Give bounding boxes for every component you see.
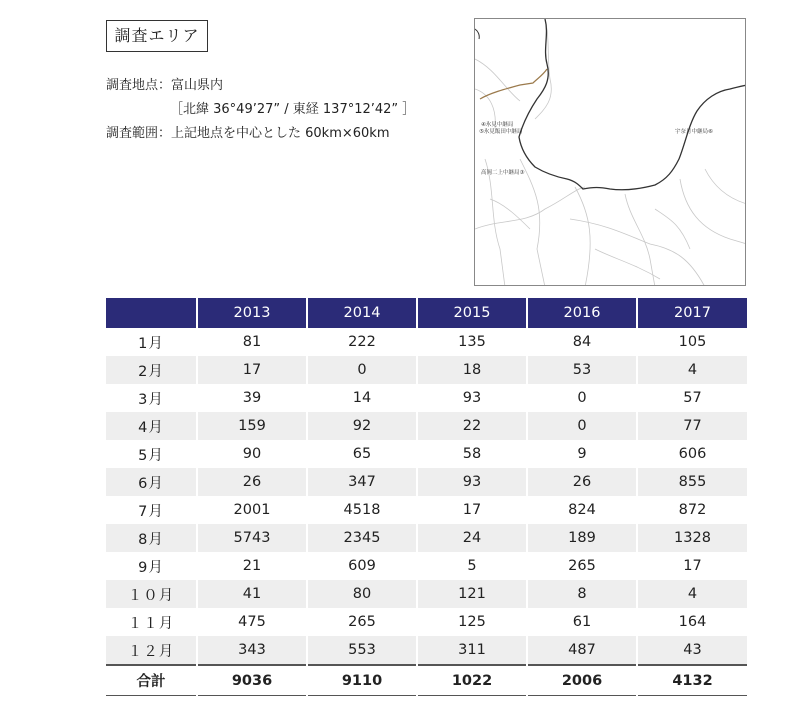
cell-value: 41 (197, 580, 307, 608)
cell-value: 2001 (197, 496, 307, 524)
cell-value: 824 (527, 496, 637, 524)
cell-value: 311 (417, 636, 527, 665)
total-row (106, 665, 747, 696)
cell-value: 39 (197, 384, 307, 412)
cell-value: 8 (527, 580, 637, 608)
cell-value: 4 (637, 356, 747, 384)
cell-value: 5743 (197, 524, 307, 552)
cell-value: 0 (307, 356, 417, 384)
cell-value: 61 (527, 608, 637, 636)
cell-value: 17 (417, 496, 527, 524)
cell-value: 553 (307, 636, 417, 665)
table-row (106, 552, 747, 580)
cell-value: 24 (417, 524, 527, 552)
station-label: ⑤氷見飯田中継局 (479, 129, 523, 135)
station-label: 宇奈月中継局⑥ (675, 129, 713, 135)
cell-value: 347 (307, 468, 417, 496)
table-row (106, 468, 747, 496)
station-label: ④氷見中継局 (481, 122, 514, 128)
cell-value: 475 (197, 608, 307, 636)
cell-value: 65 (307, 440, 417, 468)
month-label: １０月 (106, 580, 197, 608)
total-value: 9036 (197, 665, 307, 696)
survey-coordinates: ［北緯 36°49’27” / 東経 137°12’42” ］ (170, 102, 416, 117)
table-row (106, 524, 747, 552)
month-label: １１月 (106, 608, 197, 636)
cell-value: 265 (527, 552, 637, 580)
cell-value: 90 (197, 440, 307, 468)
table-header-row (106, 298, 747, 328)
corner-header (106, 298, 197, 328)
month-label: 3月 (106, 384, 197, 412)
cell-value: 14 (307, 384, 417, 412)
cell-value: 5 (417, 552, 527, 580)
cell-value: 21 (197, 552, 307, 580)
cell-value: 58 (417, 440, 527, 468)
month-label: 7月 (106, 496, 197, 524)
table-row (106, 608, 747, 636)
year-header: 2014 (307, 298, 417, 328)
monthly-data-table (106, 298, 747, 696)
cell-value: 57 (683, 390, 702, 406)
month-label: 8月 (106, 524, 197, 552)
station-label: 高岡二上中継局③ (481, 170, 525, 176)
year-header: 2017 (637, 298, 747, 328)
cell-value: 164 (678, 614, 707, 630)
total-value: 9110 (307, 665, 417, 696)
cell-value: 2345 (307, 524, 417, 552)
cell-value: 26 (527, 468, 637, 496)
survey-range: 調査範囲：上記地点を中心とした 60km×60km (106, 126, 390, 141)
total-value: 2006 (527, 665, 637, 696)
cell-value: 17 (683, 558, 702, 574)
cell-value: 105 (678, 334, 707, 350)
cell-value: 4 (637, 580, 747, 608)
month-label: １２月 (106, 636, 197, 665)
cell-value: 487 (527, 636, 637, 665)
cell-value: 0 (527, 384, 637, 412)
month-label: 9月 (106, 552, 197, 580)
survey-location: 調査地点：富山県内 (106, 78, 224, 93)
map-roads (475, 19, 746, 286)
table-row (106, 384, 747, 412)
cell-value: 77 (637, 412, 747, 440)
survey-area-map (474, 18, 746, 286)
cell-value: 26 (197, 468, 307, 496)
cell-value: 43 (637, 636, 747, 665)
cell-value: 22 (417, 412, 527, 440)
cell-value: 53 (527, 356, 637, 384)
total-label: 合計 (106, 665, 197, 696)
cell-value: 0 (527, 412, 637, 440)
cell-value: 606 (678, 446, 707, 462)
peninsula-edge (475, 29, 479, 39)
month-label: 6月 (106, 468, 197, 496)
section-title: 調査エリア (106, 20, 208, 52)
cell-value: 872 (678, 502, 707, 518)
cell-value: 121 (417, 580, 527, 608)
cell-value: 93 (417, 384, 527, 412)
cell-value: 609 (307, 552, 417, 580)
table-row (106, 412, 747, 440)
month-label: 1月 (106, 328, 197, 356)
cell-value: 855 (637, 468, 747, 496)
cell-value: 9 (527, 440, 637, 468)
cell-value: 189 (527, 524, 637, 552)
cell-value: 17 (197, 356, 307, 384)
cell-value: 265 (307, 608, 417, 636)
table-row (106, 636, 747, 665)
year-header: 2016 (527, 298, 637, 328)
year-header: 2013 (197, 298, 307, 328)
coastline (519, 19, 746, 190)
table-row (106, 328, 747, 356)
month-label: 5月 (106, 440, 197, 468)
cell-value: 159 (197, 412, 307, 440)
cell-value: 4518 (307, 496, 417, 524)
cell-value: 92 (307, 412, 417, 440)
table-row (106, 356, 747, 384)
table-row (106, 496, 747, 524)
month-label: 4月 (106, 412, 197, 440)
cell-value: 93 (417, 468, 527, 496)
total-value: 4132 (637, 665, 747, 696)
cell-value: 81 (197, 328, 307, 356)
cell-value: 80 (307, 580, 417, 608)
cell-value: 1328 (637, 524, 747, 552)
map-graphic (475, 19, 746, 286)
cell-value: 84 (527, 328, 637, 356)
year-header: 2015 (417, 298, 527, 328)
table-row (106, 580, 747, 608)
cell-value: 222 (307, 328, 417, 356)
table-row (106, 440, 747, 468)
cell-value: 18 (417, 356, 527, 384)
month-label: 2月 (106, 356, 197, 384)
total-value: 1022 (417, 665, 527, 696)
cell-value: 343 (197, 636, 307, 665)
cell-value: 125 (417, 608, 527, 636)
cell-value: 135 (417, 328, 527, 356)
